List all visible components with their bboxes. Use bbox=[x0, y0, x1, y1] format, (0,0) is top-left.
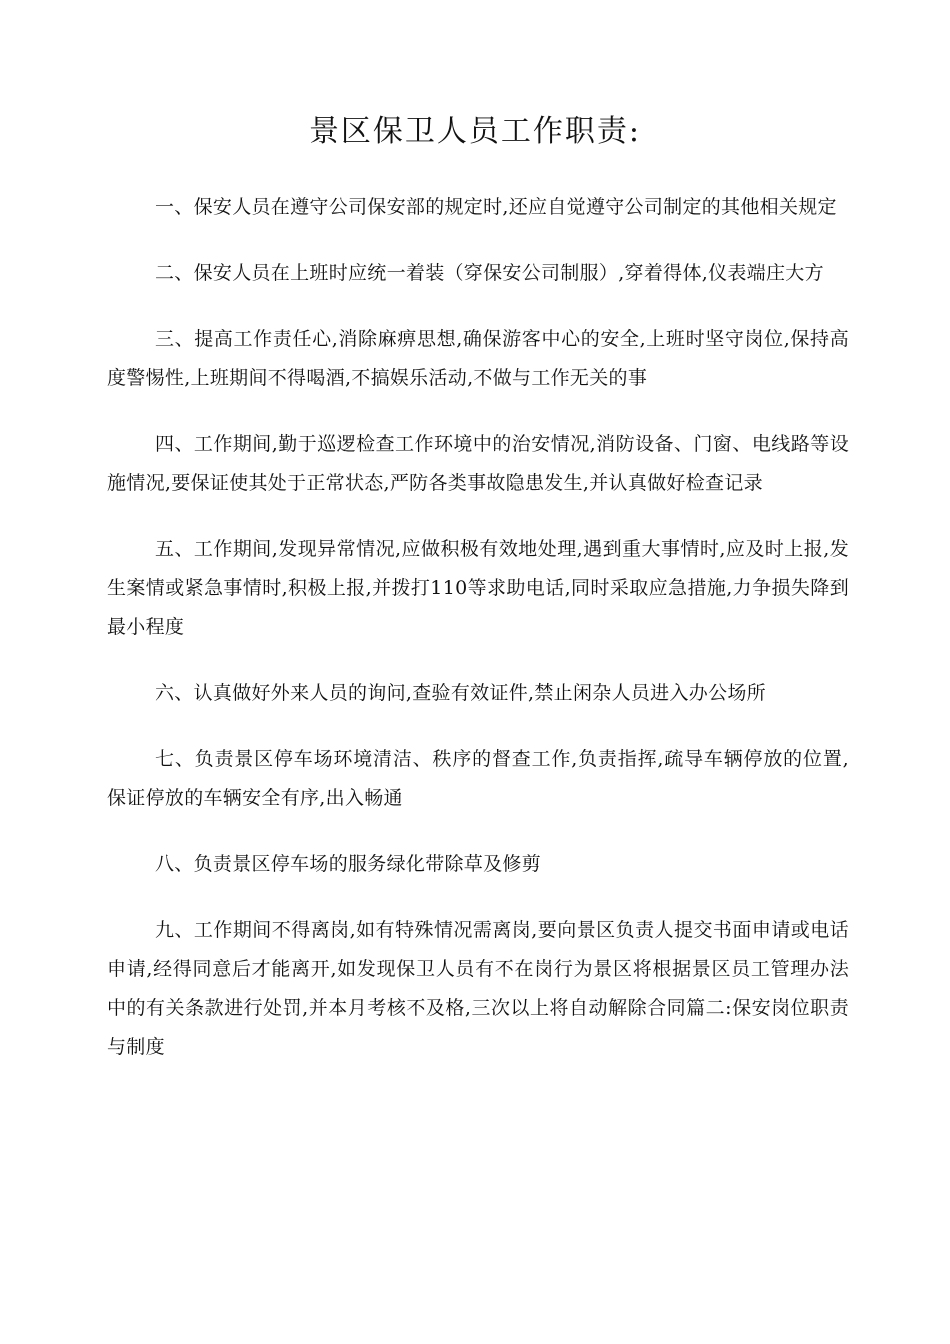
paragraph-6: 六、认真做好外来人员的询问,查验有效证件,禁止闲杂人员进入办公场所 bbox=[155, 682, 766, 704]
paragraph-3: 三、提高工作责任心,消除麻痹思想,确保游客中心的安全,上班时坚守岗位,保持高度警惕性,上班期间不得喝酒,不搞娱乐活动,不做与工作无关的事 bbox=[107, 328, 849, 389]
paragraph-8: 八、负责景区停车场的服务绿化带除草及修剪 bbox=[155, 853, 542, 875]
paragraph-9: 九、工作期间不得离岗,如有特殊情况需离岗,要向景区负责人提交书面申请或电话申请,经得同意后才能离开,如发现保卫人员有不在岗行为景区将根据景区员工管理办法中的有关条款进行处罚,并本月考核不及格,三次以上将自动解除合同篇二:保安岗位职责与制度 bbox=[107, 919, 849, 1058]
document-title: 景区保卫人员工作职责: bbox=[308, 114, 642, 149]
document-body bbox=[107, 188, 849, 1094]
paragraph-4: 四、工作期间,勤于巡逻检查工作环境中的治安情况,消防设备、门窗、电线路等设施情况,要保证使其处于正常状态,严防各类事故隐患发生,并认真做好检查记录 bbox=[107, 433, 849, 494]
paragraph-1: 一、保安人员在遵守公司保安部的规定时,还应自觉遵守公司制定的其他相关规定 bbox=[155, 196, 837, 218]
paragraph-7: 七、负责景区停车场环境清洁、秩序的督查工作,负责指挥,疏导车辆停放的位置,保证停放的车辆安全有序,出入畅通 bbox=[107, 748, 849, 809]
paragraph-2: 二、保安人员在上班时应统一着装（穿保安公司制服）,穿着得体,仪表端庄大方 bbox=[155, 262, 824, 284]
paragraph-5: 五、工作期间,发现异常情况,应做积极有效地处理,遇到重大事情时,应及时上报,发生案情或紧急事情时,积极上报,并拨打110等求助电话,同时采取应急措施,力争损失降到最小程度 bbox=[107, 538, 849, 638]
